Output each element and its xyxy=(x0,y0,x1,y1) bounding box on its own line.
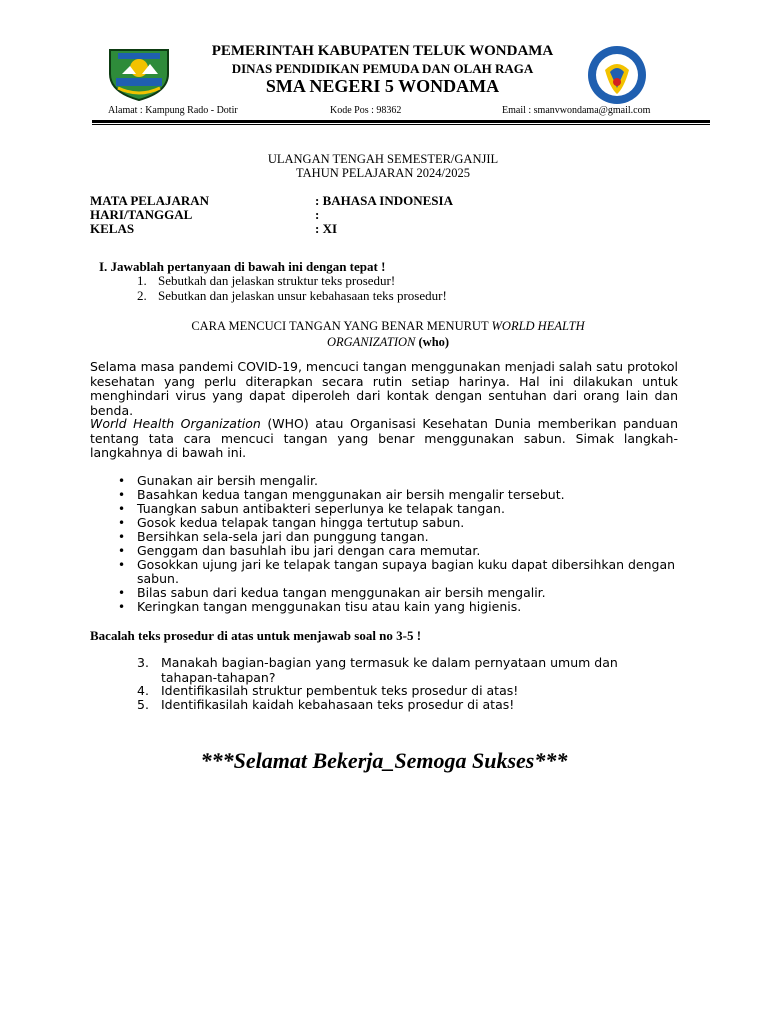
header-address: Alamat : Kampung Rado - Dotir xyxy=(108,105,238,116)
field-value-date: : xyxy=(315,207,320,222)
bullet-icon: • xyxy=(118,502,126,516)
tut-wuri-handayani-logo xyxy=(586,44,648,106)
header-school-name: SMA NEGERI 5 WONDAMA xyxy=(265,76,500,96)
article-title-italic2: ORGANIZATION xyxy=(326,335,416,349)
field-label-subject: MATA PELAJARAN xyxy=(90,193,210,208)
bullet-icon: • xyxy=(118,558,126,572)
header-government: PEMERINTAH KABUPATEN TELUK WONDAMA xyxy=(211,43,554,59)
field-value-subject: : BAHASA INDONESIA xyxy=(315,193,453,208)
field-value-class: : XI xyxy=(315,221,338,236)
regional-emblem-logo xyxy=(106,44,172,102)
article-title-part1: CARA MENCUCI TANGAN YANG BENAR MENURUT xyxy=(191,319,492,333)
question-1-text: Sebutkah dan jelaskan struktur teks prosedur! xyxy=(158,273,396,288)
question-3-number: 3. xyxy=(137,655,149,670)
bullet-icon: • xyxy=(118,600,126,614)
header-department: DINAS PENDIDIKAN PEMUDA DAN OLAH RAGA xyxy=(231,61,534,76)
question-4-number: 4. xyxy=(137,683,149,698)
article-paragraph-1: Selama masa pandemi COVID-19, mencuci tangan menggunakan menjadi salah satu protokol kesehatan yang perlu diterapkan secara rutin setiap harinya. Hal ini dilakukan untuk menghindari virus yang dapat diperoleh dari kontak dengan sentuhan dari orang lain dan benda. xyxy=(90,359,678,418)
question-4-text: Identifikasilah struktur pembentuk teks prosedur di atas! xyxy=(161,683,519,698)
question-2-number: 2. xyxy=(137,288,147,303)
bullet-icon: • xyxy=(118,586,126,600)
bullet-icon: • xyxy=(118,488,126,502)
article-paragraph-2-rest: (WHO) atau Organisasi Kesehatan Dunia memberikan panduan tentang tata cara mencuci tangan yang benar menggunakan sabun. Simak langkah-langkahnya di bawah ini. xyxy=(90,416,678,460)
question-5-number: 5. xyxy=(137,697,149,712)
exam-year: TAHUN PELAJARAN 2024/2025 xyxy=(296,166,470,180)
header-postcode: Kode Pos : 98362 xyxy=(330,105,402,116)
who-name: World Health Organization xyxy=(90,416,261,431)
header-divider-thick xyxy=(92,120,710,123)
article-title xyxy=(120,318,656,350)
bullet-icon: • xyxy=(118,474,126,488)
field-label-class: KELAS xyxy=(90,221,135,236)
header-divider-thin xyxy=(92,124,710,125)
question-5-text: Identifikasilah kaidah kebahasaan teks prosedur di atas! xyxy=(161,697,515,712)
section-2-instruction: Bacalah teks prosedur di atas untuk menjawab soal no 3-5 ! xyxy=(90,628,422,643)
exam-title: ULANGAN TENGAH SEMESTER/GANJIL xyxy=(267,152,499,166)
question-3-text: Manakah bagian-bagian yang termasuk ke dalam pernyataan umum dan tahapan-tahapan? xyxy=(161,655,618,685)
article-title-part2: (who) xyxy=(415,335,450,349)
article-title-italic1: WORLD HEALTH xyxy=(491,319,585,333)
closing-message: ***Selamat Bekerja_Semoga Sukses*** xyxy=(200,748,568,773)
header-email: Email : smanvwondama@gmail.com xyxy=(502,105,651,116)
bullet-icon: • xyxy=(118,544,126,558)
field-label-date: HARI/TANGGAL xyxy=(90,207,193,222)
question-1-number: 1. xyxy=(137,273,147,288)
article-paragraph-2 xyxy=(90,417,678,461)
bullet-icon: • xyxy=(118,516,126,530)
section-1-heading: I. Jawablah pertanyaan di bawah ini dengan tepat ! xyxy=(99,259,386,274)
bullet-icon: • xyxy=(118,530,126,544)
question-2-text: Sebutkan dan jelaskan unsur kebahasaan teks prosedur! xyxy=(158,288,447,303)
